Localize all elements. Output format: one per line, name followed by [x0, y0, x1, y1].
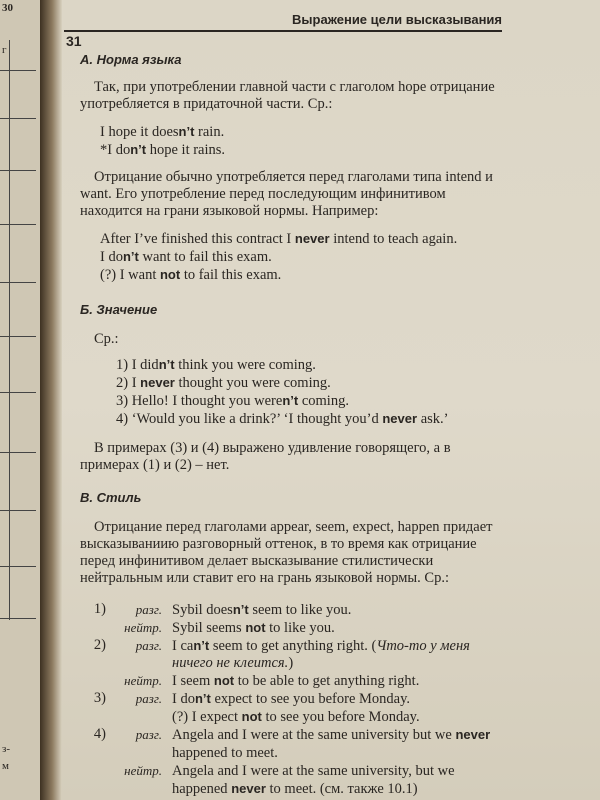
table-rule: [0, 282, 36, 283]
example-row: 4) разг. Angela and I were at the same university but we never: [93, 726, 491, 743]
table-rule: [9, 40, 10, 620]
paragraph: Так, при употреблении главной части с глаголом hope отрицание употребляется в придаточной части. Ср.:: [80, 79, 495, 112]
table-rule: [0, 336, 36, 337]
table-rule: [0, 452, 36, 453]
example-row: 1) разг. Sybil doesn’t seem to like you.: [93, 601, 352, 618]
page-content: [80, 52, 500, 798]
example-row: нейтр. Angela and I were at the same university, but we: [124, 763, 455, 779]
example-line: I don’t want to fail this exam.: [100, 249, 272, 265]
example-row: happened to meet.: [172, 745, 278, 761]
example-line: After I’ve finished this contract I never intend to teach again.: [100, 231, 458, 247]
example-row: happened never to meet. (см. также 10.1): [172, 781, 418, 797]
table-rule: [0, 118, 36, 119]
example-line: *I don’t hope it rains.: [100, 142, 226, 158]
left-page-fragment: м: [2, 760, 9, 772]
section-heading: В. Стиль: [80, 490, 142, 505]
table-rule: [0, 618, 36, 619]
example-row: нейтр. I seem not to be able to get anything right.: [124, 673, 420, 689]
section-heading: А. Норма языка: [80, 52, 182, 67]
example-line: 1) I didn’t think you were coming.: [116, 357, 316, 373]
left-page-number: 30: [2, 2, 13, 14]
example-row: (?) I expect not to see you before Monday.: [172, 709, 420, 725]
section-heading: Б. Значение: [80, 302, 158, 317]
example-line: 2) I never thought you were coming.: [116, 375, 331, 391]
example-row: 3) разг. I don’t expect to see you before Monday.: [93, 690, 411, 707]
table-rule: [0, 392, 36, 393]
running-head: Выражение цели высказывания: [292, 12, 502, 27]
adjacent-left-page: [0, 0, 40, 800]
table-rule: [0, 510, 36, 511]
example-line: (?) I want not to fail this exam.: [100, 267, 282, 283]
example-row: ничего не клеится.): [172, 655, 294, 671]
table-rule: [0, 566, 36, 567]
page-number: 31: [66, 33, 82, 49]
left-page-fragment: з-: [2, 743, 11, 755]
paragraph: В примерах (3) и (4) выражено удивление говорящего, а в примерах (1) и (2) – нет.: [80, 440, 451, 473]
paragraph: Отрицание перед глаголами appear, seem, expect, happen придает высказываниию разговорный оттенок, в то время как отрицание перед инфинитивом делает высказывание стилистически нейтральным или ставит его на грань языковой нормы. Ср.:: [80, 519, 493, 586]
book-gutter: [40, 0, 62, 800]
table-rule: [0, 170, 36, 171]
table-rule: [0, 224, 36, 225]
style-examples: [80, 601, 500, 798]
example-row: нейтр. Sybil seems not to like you.: [124, 620, 335, 636]
paragraph: Ср.:: [94, 331, 119, 347]
header-rule: [64, 30, 502, 32]
example-line: 3) Hello! I thought you weren’t coming.: [116, 393, 349, 409]
book-page: [62, 0, 600, 800]
paragraph: Отрицание обычно употребляется перед глаголами типа intend и want. Его употребление перед последующим инфинитивом находится на грани языковой нормы. Например:: [80, 169, 493, 219]
example-line: 4) ‘Would you like a drink?’ ‘I thought you’d never ask.’: [116, 411, 449, 427]
example-line: I hope it doesn’t rain.: [100, 124, 225, 140]
table-rule: [0, 70, 36, 71]
left-page-fragment: г: [2, 44, 7, 56]
example-row: 2) разг. I can’t seem to get anything right. (Что-то у меня: [93, 637, 470, 654]
